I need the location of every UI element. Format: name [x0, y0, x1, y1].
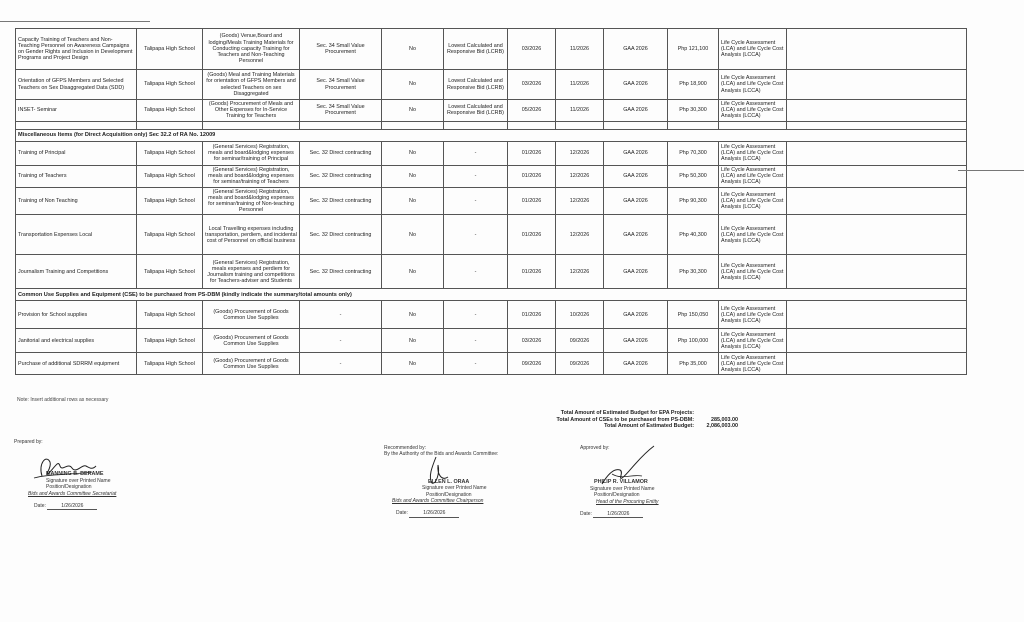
row-description: Capacity Training of Teachers and Non-Teaching Personnel on Awareness Campaigns on Gender Rights and Inclusion in Development Programs and Project Design — [16, 29, 137, 70]
table-row — [16, 100, 967, 122]
row-remarks: Life Cycle Assessment (LCA) and Life Cycle Cost Analysis (LCCA) — [719, 141, 787, 165]
row-project-type: (General Services) Registration, meals and board&lodging expenses for seminar/training of Non-teaching Personnel — [203, 187, 300, 215]
prepared-by-position: Position/Designation — [46, 484, 92, 491]
row-start-date: 03/2026 — [508, 329, 556, 353]
row-end-date: 11/2026 — [556, 70, 604, 100]
cse-total-label: Total Amount of CSEs to be purchased from PS-DBM: — [556, 416, 694, 423]
prepared-by-header: Prepared by: — [14, 439, 43, 445]
row-mode: - — [300, 353, 382, 375]
row-project-type: Local Travelling expenses including transportation, perdiem, and incidental cost of Personnel on official business — [203, 215, 300, 255]
row-criteria: - — [444, 165, 508, 187]
row-early-procurement: No — [382, 215, 444, 255]
row-start-date: 01/2026 — [508, 215, 556, 255]
row-end-date: 09/2026 — [556, 329, 604, 353]
row-project-type: (General Services) Registration, meals expenses and perdiem for Journalism training and competitions for Teachers-adviser and Students — [203, 255, 300, 289]
row-remarks: Life Cycle Assessment (LCA) and Life Cycle Cost Analysis (LCCA) — [719, 301, 787, 329]
recommended-by-authority: By the Authority of the Bids and Awards Committee: — [384, 451, 499, 458]
row-extra — [787, 70, 967, 100]
table-row — [16, 301, 967, 329]
row-amount: Php 40,300 — [668, 215, 719, 255]
recommended-by-block — [384, 445, 554, 518]
row-end-user: Talipapa High School — [137, 187, 203, 215]
row-description: Training of Non Teaching — [16, 187, 137, 215]
table-row — [16, 329, 967, 353]
row-extra — [787, 187, 967, 215]
row-end-date: 12/2026 — [556, 141, 604, 165]
row-extra — [787, 353, 967, 375]
prepared-by-sig-line: Signature over Printed Name — [46, 477, 111, 484]
row-end-date: 11/2026 — [556, 29, 604, 70]
row-end-date: 12/2026 — [556, 165, 604, 187]
row-description: Janitorial and electrical supplies — [16, 329, 137, 353]
row-amount: Php 100,000 — [668, 329, 719, 353]
cse-rows-group — [16, 301, 967, 375]
prepared-by-role: Bids and Awards Committee Secretariat — [28, 490, 117, 497]
row-mode: - — [300, 329, 382, 353]
row-extra — [787, 141, 967, 165]
prepared-by-signature-mark — [28, 452, 98, 482]
row-remarks: Life Cycle Assessment (LCA) and Life Cycle Cost Analysis (LCCA) — [719, 353, 787, 375]
grand-total-value: 2,086,003.00 — [706, 423, 738, 430]
row-criteria: - — [444, 329, 508, 353]
row-amount: Php 35,000 — [668, 353, 719, 375]
row-fund-source: GAA 2026 — [604, 100, 668, 122]
row-start-date: 05/2026 — [508, 100, 556, 122]
row-remarks: Life Cycle Assessment (LCA) and Life Cycle Cost Analysis (LCCA) — [719, 329, 787, 353]
row-mode: Sec. 34 Small Value Procurement — [300, 70, 382, 100]
approved-by-date: 1/26/2026 — [593, 511, 643, 518]
row-mode: Sec. 34 Small Value Procurement — [300, 29, 382, 70]
row-end-user: Talipapa High School — [137, 215, 203, 255]
row-start-date: 09/2026 — [508, 353, 556, 375]
row-criteria: - — [444, 353, 508, 375]
row-end-user: Talipapa High School — [137, 70, 203, 100]
table-row — [16, 187, 967, 215]
row-early-procurement: No — [382, 165, 444, 187]
approved-by-signature-mark — [598, 444, 658, 489]
row-early-procurement: No — [382, 70, 444, 100]
row-project-type: (Goods) Meal and Training Materials for orientation of GFPS Members and selected Teachers on sex Disaggregated — [203, 70, 300, 100]
row-fund-source: GAA 2026 — [604, 70, 668, 100]
row-end-date: 12/2026 — [556, 215, 604, 255]
row-project-type: (Goods) Venue,Board and lodging/Meals Training Materials for Conducting capacity Training for Teachers and Non-Teaching Personnel — [203, 29, 300, 70]
row-end-user: Talipapa High School — [137, 100, 203, 122]
row-mode: - — [300, 301, 382, 329]
cse-total-value: 285,003.00 — [711, 416, 738, 423]
row-end-user: Talipapa High School — [137, 301, 203, 329]
row-description: Provision for School supplies — [16, 301, 137, 329]
row-early-procurement: No — [382, 301, 444, 329]
row-criteria: - — [444, 141, 508, 165]
row-amount: Php 121,100 — [668, 29, 719, 70]
procurement-plan-table — [15, 28, 967, 375]
row-end-user: Talipapa High School — [137, 29, 203, 70]
row-mode: Sec. 32 Direct contracting — [300, 187, 382, 215]
row-project-type: (General Services) Registration, meals and board&lodging expenses for seminar/training of Teachers — [203, 165, 300, 187]
row-remarks: Life Cycle Assessment (LCA) and Life Cycle Cost Analysis (LCCA) — [719, 255, 787, 289]
table-note: Note: Insert additional rows as necessary — [17, 397, 109, 403]
row-extra — [787, 255, 967, 289]
row-early-procurement: No — [382, 100, 444, 122]
table-row — [16, 215, 967, 255]
row-extra — [787, 301, 967, 329]
row-mode: Sec. 32 Direct contracting — [300, 141, 382, 165]
row-remarks: Life Cycle Assessment (LCA) and Life Cycle Cost Analysis (LCCA) — [719, 70, 787, 100]
recommended-by-date: 1/26/2026 — [409, 510, 459, 517]
cse-section — [16, 289, 967, 301]
row-end-user: Talipapa High School — [137, 165, 203, 187]
row-mode: Sec. 32 Direct contracting — [300, 215, 382, 255]
grand-total-row — [510, 423, 738, 430]
row-mode: Sec. 32 Direct contracting — [300, 165, 382, 187]
row-extra — [787, 329, 967, 353]
row-amount: Php 18,900 — [668, 70, 719, 100]
row-description: Purchase of additional SDRRM equipment — [16, 353, 137, 375]
recommended-by-sig-line: Signature over Printed Name — [422, 485, 487, 492]
right-edge-rule — [958, 170, 1024, 171]
misc-section — [16, 121, 967, 141]
approved-by-role: Head of the Procuring Entity — [596, 498, 659, 505]
row-criteria: - — [444, 301, 508, 329]
approved-by-sig-line: Signature over Printed Name — [590, 485, 655, 492]
row-start-date: 03/2026 — [508, 29, 556, 70]
gad-rows-group — [16, 29, 967, 122]
recommended-by-position: Position/Designation — [426, 491, 472, 498]
row-fund-source: GAA 2026 — [604, 301, 668, 329]
row-fund-source: GAA 2026 — [604, 29, 668, 70]
row-description: Journalism Training and Competitions — [16, 255, 137, 289]
table-row — [16, 29, 967, 70]
table-row — [16, 70, 967, 100]
epa-total-value — [698, 410, 738, 417]
row-description: INSET- Seminar — [16, 100, 137, 122]
row-fund-source: GAA 2026 — [604, 141, 668, 165]
table-row — [16, 255, 967, 289]
epa-total-row — [510, 410, 738, 417]
row-remarks: Life Cycle Assessment (LCA) and Life Cycle Cost Analysis (LCCA) — [719, 29, 787, 70]
row-fund-source: GAA 2026 — [604, 165, 668, 187]
row-amount: Php 50,300 — [668, 165, 719, 187]
row-early-procurement: No — [382, 353, 444, 375]
row-end-user: Talipapa High School — [137, 141, 203, 165]
row-amount: Php 70,300 — [668, 141, 719, 165]
row-project-type: (Goods) Procurement of Goods Common Use Supplies — [203, 329, 300, 353]
table-row — [16, 353, 967, 375]
row-extra — [787, 165, 967, 187]
cse-total-row — [510, 417, 738, 424]
row-description: Transportation Expenses Local — [16, 215, 137, 255]
row-early-procurement: No — [382, 141, 444, 165]
row-early-procurement: No — [382, 329, 444, 353]
row-fund-source: GAA 2026 — [604, 187, 668, 215]
row-extra — [787, 100, 967, 122]
row-remarks: Life Cycle Assessment (LCA) and Life Cycle Cost Analysis (LCCA) — [719, 215, 787, 255]
approved-by-position: Position/Designation — [594, 492, 640, 499]
row-end-date: 12/2026 — [556, 187, 604, 215]
recommended-by-header: Recommended by: — [384, 445, 426, 451]
prepared-by-date-label: Date: — [34, 503, 46, 510]
epa-total-label: Total Amount of Estimated Budget for EPA Projects: — [560, 410, 694, 416]
row-remarks: Life Cycle Assessment (LCA) and Life Cycle Cost Analysis (LCCA) — [719, 100, 787, 122]
row-criteria: - — [444, 215, 508, 255]
row-amount: Php 30,300 — [668, 100, 719, 122]
misc-rows-group — [16, 141, 967, 289]
row-end-date: 11/2026 — [556, 100, 604, 122]
row-extra — [787, 29, 967, 70]
row-start-date: 01/2026 — [508, 141, 556, 165]
approved-by-header: Approved by: — [580, 445, 610, 451]
approved-by-date-label: Date: — [580, 511, 592, 518]
row-project-type: (Goods) Procurement of Meals and Other Expenses for In-Service Training for Teachers — [203, 100, 300, 122]
recommended-by-signature-mark — [420, 455, 460, 487]
row-criteria: Lowest Calculated and Responsive Bid (LCRB) — [444, 29, 508, 70]
row-fund-source: GAA 2026 — [604, 353, 668, 375]
row-project-type: (Goods) Procurement of Goods Common Use Supplies — [203, 301, 300, 329]
row-project-type: (Goods) Procurement of Goods Common Use Supplies — [203, 353, 300, 375]
row-description: Training of Principal — [16, 141, 137, 165]
row-end-date: 10/2026 — [556, 301, 604, 329]
row-end-user: Talipapa High School — [137, 353, 203, 375]
row-amount: Php 30,300 — [668, 255, 719, 289]
row-end-user: Talipapa High School — [137, 329, 203, 353]
prepared-by-date: 1/26/2026 — [47, 503, 97, 510]
row-criteria: Lowest Calculated and Responsive Bid (LCRB) — [444, 70, 508, 100]
row-end-user: Talipapa High School — [137, 255, 203, 289]
row-description: Training of Teachers — [16, 165, 137, 187]
table-row — [16, 165, 967, 187]
row-fund-source: GAA 2026 — [604, 329, 668, 353]
row-mode: Sec. 32 Direct contracting — [300, 255, 382, 289]
row-amount: Php 90,300 — [668, 187, 719, 215]
section-heading-misc: Miscellaneous Items (for Direct Acquisition only) Sec 32.2 of RA No. 12009 — [16, 129, 967, 141]
row-fund-source: GAA 2026 — [604, 215, 668, 255]
row-project-type: (General Services) Registration, meals and board&lodging expenses for seminar/training of Principal — [203, 141, 300, 165]
approved-by-name: PHILIP R. VILLAMOR — [594, 479, 648, 486]
row-criteria: Lowest Calculated and Responsive Bid (LCRB) — [444, 100, 508, 122]
row-remarks: Life Cycle Assessment (LCA) and Life Cycle Cost Analysis (LCCA) — [719, 187, 787, 215]
row-description: Orientation of GFPS Members and Selected Teachers on Sex Disaggregated Data (SDD) — [16, 70, 137, 100]
row-amount: Php 150,050 — [668, 301, 719, 329]
table-row — [16, 141, 967, 165]
top-left-rule — [0, 21, 150, 22]
budget-totals — [510, 410, 738, 430]
row-end-date: 12/2026 — [556, 255, 604, 289]
row-early-procurement: No — [382, 187, 444, 215]
row-criteria: - — [444, 255, 508, 289]
row-fund-source: GAA 2026 — [604, 255, 668, 289]
recommended-by-role: Bids and Awards Committee Chairperson — [392, 498, 484, 505]
row-extra — [787, 215, 967, 255]
recommended-by-name: ELLEN L. ORAA — [428, 478, 470, 485]
row-criteria: - — [444, 187, 508, 215]
row-early-procurement: No — [382, 29, 444, 70]
row-early-procurement: No — [382, 255, 444, 289]
row-start-date: 01/2026 — [508, 255, 556, 289]
row-start-date: 01/2026 — [508, 301, 556, 329]
grand-total-label: Total Amount of Estimated Budget: — [604, 423, 694, 430]
row-start-date: 01/2026 — [508, 187, 556, 215]
row-start-date: 01/2026 — [508, 165, 556, 187]
row-start-date: 03/2026 — [508, 70, 556, 100]
recommended-by-date-label: Date: — [396, 510, 408, 517]
section-heading-cse: Common Use Supplies and Equipment (CSE) to be purchased from PS-DBM (kindly indicate the summary/total amounts only) — [16, 289, 967, 301]
row-end-date: 09/2026 — [556, 353, 604, 375]
row-mode: Sec. 34 Small Value Procurement — [300, 100, 382, 122]
prepared-by-name: MANNING B. BERAME — [46, 471, 104, 478]
row-remarks: Life Cycle Assessment (LCA) and Life Cycle Cost Analysis (LCCA) — [719, 165, 787, 187]
